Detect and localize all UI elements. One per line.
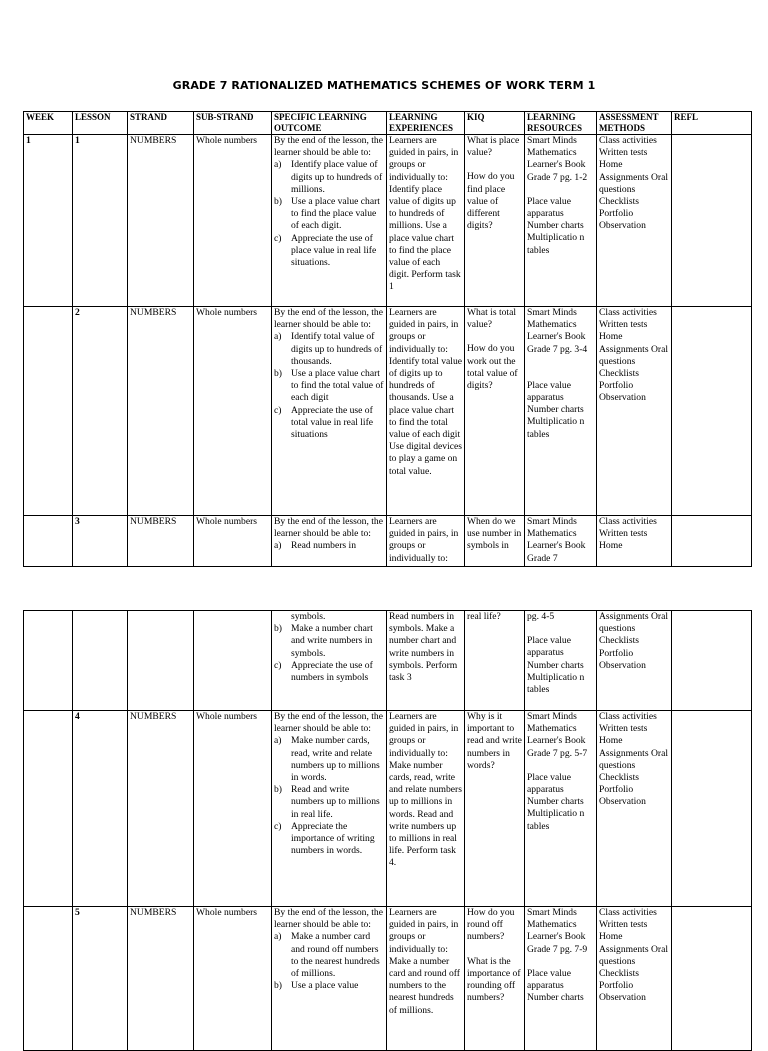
- outcome-cell: [272, 611, 387, 711]
- outcome-item: a) Identify place value of digits up to hundreds of millions.: [274, 159, 383, 195]
- outcome-item: a) Make number cards, read, write and relate numbers up to millions in words.: [274, 735, 380, 784]
- outcome-item: b) Use a place value chart to find the total value of each digit: [274, 368, 384, 404]
- outcome-cell: [272, 907, 387, 1051]
- sub-strand-cell: [194, 611, 272, 711]
- kiq-cell: How do you round off numbers? What is the importance of rounding off numbers?: [465, 907, 525, 1051]
- week-cell: [24, 711, 73, 907]
- resources-cell: Smart Minds Mathematics Learner's Book Grade 7: [525, 516, 597, 567]
- assessment-cell: Class activities Written tests Home Assignments Oral questions Checklists Portfolio Observation: [597, 711, 672, 907]
- outcome-item: b) Use a place value: [274, 980, 359, 992]
- outcome-item: a) Identify total value of digits up to hundreds of thousands.: [274, 331, 383, 367]
- header-lesson: LESSON: [73, 112, 128, 135]
- outcome-item: c) Appreciate the use of total value in real life situations: [274, 404, 374, 441]
- table-row: [24, 611, 752, 711]
- sub-strand-cell: Whole numbers: [194, 307, 272, 516]
- reflection-cell: [672, 135, 752, 307]
- outcome-item: c) Appreciate the importance of writing numbers in words.: [274, 820, 375, 857]
- sub-strand-cell: Whole numbers: [194, 711, 272, 907]
- outcome-intro: By the end of the lesson, the learner should be able to:: [274, 307, 383, 331]
- kiq-cell: What is total value? How do you work out the total value of digits?: [465, 307, 525, 516]
- header-assessment-methods: ASSESSMENT METHODS: [597, 112, 672, 135]
- experiences-cell: Learners are guided in pairs, in groups or individually to:: [387, 516, 465, 567]
- resources-cell: Smart Minds Mathematics Learner's Book Grade 7 pg. 5-7 Place value apparatus Number charts Multiplicatio n tables: [525, 711, 597, 907]
- strand-cell: NUMBERS: [128, 516, 194, 567]
- reflection-cell: [672, 307, 752, 516]
- schemes-table-page-2: [23, 610, 752, 1051]
- week-cell: [24, 907, 73, 1051]
- table-row: [24, 516, 752, 567]
- resources-cell: Smart Minds Mathematics Learner's Book Grade 7 pg. 1-2 Place value apparatus Number charts Multiplicatio n tables: [525, 135, 597, 307]
- lesson-cell: 1: [73, 135, 128, 307]
- assessment-cell: Assignments Oral questions Checklists Portfolio Observation: [597, 611, 672, 711]
- header-week: WEEK: [24, 112, 73, 135]
- kiq-cell: When do we use number in symbols in: [465, 516, 525, 567]
- lesson-cell: 4: [73, 711, 128, 907]
- experiences-cell: Learners are guided in pairs, in groups or individually to: Make number cards, read, write and relate numbers up to millions in words. Read and write numbers up to millions in real life. Perform task 4.: [387, 711, 465, 907]
- outcome-item: b) Read and write numbers up to millions in real life.: [274, 784, 380, 820]
- header-strand: STRAND: [128, 112, 194, 135]
- sub-strand-cell: Whole numbers: [194, 135, 272, 307]
- lesson-cell: 2: [73, 307, 128, 516]
- experiences-cell: Learners are guided in pairs, in groups or individually to: Identify place value of digits up to hundreds of millions. Use a place value chart to find the place value of each digit. Perform task 1: [387, 135, 465, 307]
- header-reflection: REFL: [672, 112, 752, 135]
- outcome-continuation: symbols.: [291, 611, 326, 622]
- sub-strand-cell: Whole numbers: [194, 907, 272, 1051]
- table-row: [24, 711, 752, 907]
- strand-cell: NUMBERS: [128, 711, 194, 907]
- strand-cell: [128, 611, 194, 711]
- resources-cell: pg. 4-5 Place value apparatus Number charts Multiplicatio n tables: [525, 611, 597, 711]
- header-specific-learning-outcome: SPECIFIC LEARNING OUTCOME: [272, 112, 387, 135]
- resources-cell: Smart Minds Mathematics Learner's Book Grade 7 pg. 3-4 Place value apparatus Number charts Multiplicatio n tables: [525, 307, 597, 516]
- strand-cell: NUMBERS: [128, 135, 194, 307]
- reflection-cell: [672, 516, 752, 567]
- document-title: GRADE 7 RATIONALIZED MATHEMATICS SCHEMES OF WORK TERM 1: [172, 79, 596, 92]
- table-header-row: [24, 112, 752, 135]
- week-cell: 1: [24, 135, 73, 307]
- outcome-item: b) Use a place value chart to find the place value of each digit.: [274, 196, 380, 232]
- outcome-intro: By the end of the lesson, the learner should be able to:: [274, 516, 383, 540]
- assessment-cell: Class activities Written tests Home Assignments Oral questions Checklists Portfolio Observation: [597, 907, 672, 1051]
- experiences-cell: Learners are guided in pairs, in groups or individually to: Make a number card and round off numbers to the nearest hundreds of millions.: [387, 907, 465, 1051]
- reflection-cell: [672, 907, 752, 1051]
- header-learning-resources: LEARNING RESOURCES: [525, 112, 597, 135]
- table-row: [24, 907, 752, 1051]
- outcome-item: c) Appreciate the use of numbers in symbols: [274, 659, 373, 684]
- header-learning-experiences: LEARNING EXPERIENCES: [387, 112, 465, 135]
- outcome-item: a) Read numbers in: [274, 540, 357, 552]
- assessment-cell: Class activities Written tests Home Assignments Oral questions Checklists Portfolio Observation: [597, 135, 672, 307]
- strand-cell: NUMBERS: [128, 307, 194, 516]
- table-row: [24, 135, 752, 307]
- outcome-intro: By the end of the lesson, the learner should be able to:: [274, 711, 383, 735]
- outcome-item: b) Make a number chart and write numbers in symbols.: [274, 623, 373, 659]
- experiences-cell: Read numbers in symbols. Make a number chart and write numbers in symbols. Perform task 3: [387, 611, 465, 711]
- header-sub-strand: SUB-STRAND: [194, 112, 272, 135]
- kiq-cell: What is place value? How do you find place value of different digits?: [465, 135, 525, 307]
- schemes-table-page-1: [23, 111, 752, 567]
- week-cell: [24, 307, 73, 516]
- week-cell: [24, 611, 73, 711]
- lesson-cell: [73, 611, 128, 711]
- outcome-item: a) Make a number card and round off numbers to the nearest hundreds of millions.: [274, 931, 380, 980]
- outcome-intro: By the end of the lesson, the learner should be able to:: [274, 135, 383, 159]
- outcome-cell: [272, 711, 387, 907]
- reflection-cell: [672, 611, 752, 711]
- kiq-cell: real life?: [465, 611, 525, 711]
- strand-cell: NUMBERS: [128, 907, 194, 1051]
- sub-strand-cell: Whole numbers: [194, 516, 272, 567]
- assessment-cell: Class activities Written tests Home Assignments Oral questions Checklists Portfolio Observation: [597, 307, 672, 516]
- table-row: [24, 307, 752, 516]
- week-cell: [24, 516, 73, 567]
- outcome-intro: By the end of the lesson, the learner should be able to:: [274, 907, 383, 931]
- kiq-cell: Why is it important to read and write numbers in words?: [465, 711, 525, 907]
- assessment-cell: Class activities Written tests Home: [597, 516, 672, 567]
- experiences-cell: Learners are guided in pairs, in groups or individually to: Identify total value of digits up to hundreds of thousands. Use a place value chart to find the total value of each digit Use digital devices to play a game on total value.: [387, 307, 465, 516]
- outcome-cell: [272, 307, 387, 516]
- lesson-cell: 5: [73, 907, 128, 1051]
- resources-cell: Smart Minds Mathematics Learner's Book Grade 7 pg. 7-9 Place value apparatus Number charts: [525, 907, 597, 1051]
- lesson-cell: 3: [73, 516, 128, 567]
- outcome-cell: [272, 516, 387, 567]
- outcome-item: c) Appreciate the use of place value in real life situations.: [274, 232, 377, 269]
- reflection-cell: [672, 711, 752, 907]
- outcome-cell: [272, 135, 387, 307]
- header-kiq: KIQ: [465, 112, 525, 135]
